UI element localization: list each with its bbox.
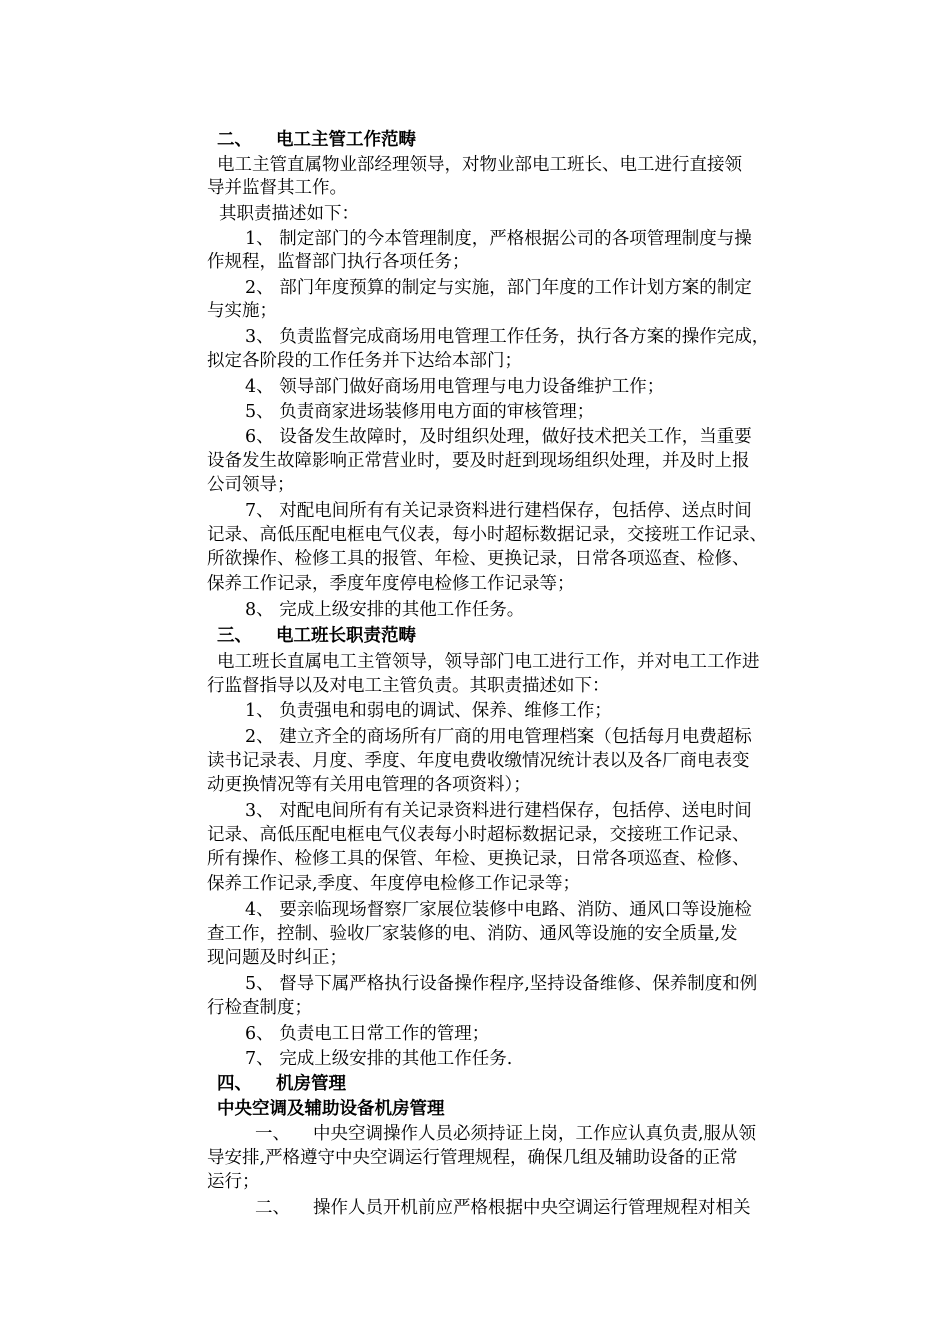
section2-item-line: 与实施； xyxy=(207,301,277,321)
section4-item-line: 导安排,严格遵守中央空调运行管理规程，确保几组及辅助设备的正常 xyxy=(207,1148,738,1168)
section3-item-line: 3、 对配电间所有有关记录资料进行建档保存，包括停、送电时间 xyxy=(245,801,752,821)
section2-item-line: 5、 负责商家进场装修用电方面的审核管理； xyxy=(245,402,595,422)
section2-title: 电工主管工作范畴 xyxy=(276,130,416,150)
section3-num: 三、 xyxy=(217,626,252,646)
section3-item-line: 4、 要亲临现场督察厂家展位装修中电路、消防、通风口等设施检 xyxy=(245,900,752,920)
section2-item-line: 作规程，监督部门执行各项任务； xyxy=(207,252,470,272)
section3-intro-line: 电工班长直属电工主管领导，领导部门电工进行工作，并对电工工作进 xyxy=(217,652,760,672)
section2-item-line: 设备发生故障影响正常营业时，要及时赶到现场组织处理，并及时上报 xyxy=(207,451,750,471)
section2-item-line: 记录、高低压配电框电气仪表，每小时超标数据记录，交接班工作记录、 xyxy=(207,525,767,545)
section3-item-line: 读书记录表、月度、季度、年度电费收缴情况统计表以及各厂商电表变 xyxy=(207,751,750,771)
section3-item-line: 行检查制度； xyxy=(207,998,312,1018)
section2-item-line: 8、 完成上级安排的其他工作任务。 xyxy=(245,600,525,620)
section2-item-line: 6、 设备发生故障时，及时组织处理，做好技术把关工作，当重要 xyxy=(245,427,752,447)
section2-item-line: 公司领导； xyxy=(207,475,295,495)
section3-item-line: 动更换情况等有关用电管理的各项资料）； xyxy=(207,775,531,795)
section4-item-num: 二、 xyxy=(255,1198,290,1218)
section2-item-line: 所欲操作、检修工具的报管、年检、更换记录，日常各项巡查、检修、 xyxy=(207,549,750,569)
section3-item-line: 6、 负责电工日常工作的管理； xyxy=(245,1024,490,1044)
section4-subtitle: 中央空调及辅助设备机房管理 xyxy=(217,1099,445,1119)
section3-item-line: 查工作，控制、验收厂家装修的电、消防、通风等设施的安全质量,发 xyxy=(207,924,738,944)
section4-title: 机房管理 xyxy=(276,1074,346,1094)
section3-title: 电工班长职责范畴 xyxy=(276,626,416,646)
section2-item-line: 3、 负责监督完成商场用电管理工作任务，执行各方案的操作完成， xyxy=(245,327,770,347)
section3-item-line: 现问题及时纠正； xyxy=(207,948,347,968)
section2-item-line: 拟定各阶段的工作任务并下达给本部门； xyxy=(207,351,522,371)
section2-item-line: 2、 部门年度预算的制定与实施，部门年度的工作计划方案的制定 xyxy=(245,278,752,298)
section2-item-line: 7、 对配电间所有有关记录资料进行建档保存，包括停、送点时间 xyxy=(245,501,752,521)
section3-item-line: 记录、高低压配电框电气仪表每小时超标数据记录，交接班工作记录、 xyxy=(207,825,750,845)
section3-item-line: 保养工作记录,季度、年度停电检修工作记录等； xyxy=(207,874,581,894)
section4-item-line: 操作人员开机前应严格根据中央空调运行管理规程对相关 xyxy=(313,1198,751,1218)
section3-item-line: 5、 督导下属严格执行设备操作程序,坚持设备维修、保养制度和例 xyxy=(245,974,758,994)
section2-intro-line: 电工主管直属物业部经理领导，对物业部电工班长、电工进行直接领 xyxy=(217,155,742,175)
section2-item-line: 1、 制定部门的今本管理制度，严格根据公司的各项管理制度与操 xyxy=(245,229,752,249)
section4-item-line: 中央空调操作人员必须持证上岗，工作应认真负责,服从领 xyxy=(313,1124,757,1144)
section3-item-line: 所有操作、检修工具的保管、年检、更换记录，日常各项巡查、检修、 xyxy=(207,849,750,869)
section2-num: 二、 xyxy=(217,130,252,150)
section4-item-num: 一、 xyxy=(255,1124,290,1144)
section3-item-line: 2、 建立齐全的商场所有厂商的用电管理档案（包括每月电费超标 xyxy=(245,727,752,747)
section2-intro-line: 导并监督其工作。 xyxy=(207,178,347,198)
section2-item-line: 4、 领导部门做好商场用电管理与电力设备维护工作； xyxy=(245,377,665,397)
section4-item-line: 运行； xyxy=(207,1172,260,1192)
section3-intro-line: 行监督指导以及对电工主管负责。其职责描述如下： xyxy=(207,676,610,696)
section3-item-line: 7、 完成上级安排的其他工作任务. xyxy=(245,1049,513,1069)
section3-item-line: 1、 负责强电和弱电的调试、保养、维修工作； xyxy=(245,701,612,721)
section4-num: 四、 xyxy=(217,1074,252,1094)
section2-desc-head: 其职责描述如下： xyxy=(219,204,359,224)
section2-item-line: 保养工作记录，季度年度停电检修工作记录等； xyxy=(207,574,575,594)
